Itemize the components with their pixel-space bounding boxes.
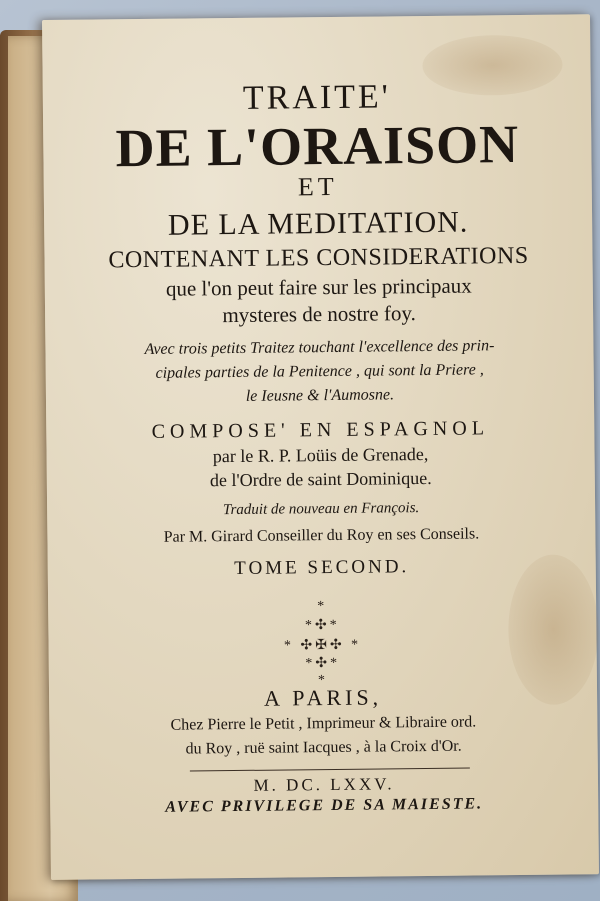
publisher-line-2: du Roy , ruë saint Iacques , à la Croix d'Or. xyxy=(185,737,462,758)
italic-note-line-3: le Ieusne & l'Aumosne. xyxy=(245,386,395,405)
italic-note-line-1: Avec trois petits Traitez touchant l'excellence des prin- xyxy=(144,337,495,358)
ornament-star-icon: * xyxy=(317,599,328,615)
ornament-star-icon: * xyxy=(317,673,329,689)
subtitle-line-2: que l'on peut faire sur les principaux xyxy=(165,273,472,301)
translator-line: Par M. Girard Conseiller du Roy en ses Conseils. xyxy=(163,525,480,546)
city-line: A PARIS, xyxy=(263,684,383,711)
italic-note-line-2: cipales parties de la Penitence , qui sont la Priere , xyxy=(155,361,484,382)
composed-line: COMPOSE' EN ESPAGNOL xyxy=(151,417,490,443)
title-line-oraison: DE L'ORAISON xyxy=(115,114,520,179)
title-line-traite: TRAITE' xyxy=(242,78,392,117)
subtitle-line-3: mysteres de nostre foy. xyxy=(222,301,416,328)
privilege-line: AVEC PRIVILEGE DE SA MAIESTE. xyxy=(165,795,484,816)
author-line-2: de l'Ordre de saint Dominique. xyxy=(209,467,432,491)
year-line: M. DC. LXXV. xyxy=(253,774,395,795)
subtitle-line-1: CONTENANT LES CONSIDERATIONS xyxy=(108,242,529,274)
title-page xyxy=(42,14,599,880)
title-line-et: ET xyxy=(297,171,338,202)
author-line-1: par le R. P. Loüis de Grenade, xyxy=(212,443,429,467)
ornament-cross-icon: * ✣✠✣ * xyxy=(283,637,362,654)
ornament-flower-icon: *✣* xyxy=(304,617,340,634)
publisher-line-1: Chez Pierre le Petit , Imprimeur & Libraire ord. xyxy=(170,713,477,734)
translated-line: Traduit de nouveau en François. xyxy=(222,500,420,519)
title-line-meditation: DE LA MEDITATION. xyxy=(167,205,469,242)
ornament-flower-icon: *✣* xyxy=(305,655,341,672)
volume-line: TOME SECOND. xyxy=(234,556,410,580)
divider-rule xyxy=(190,768,470,772)
